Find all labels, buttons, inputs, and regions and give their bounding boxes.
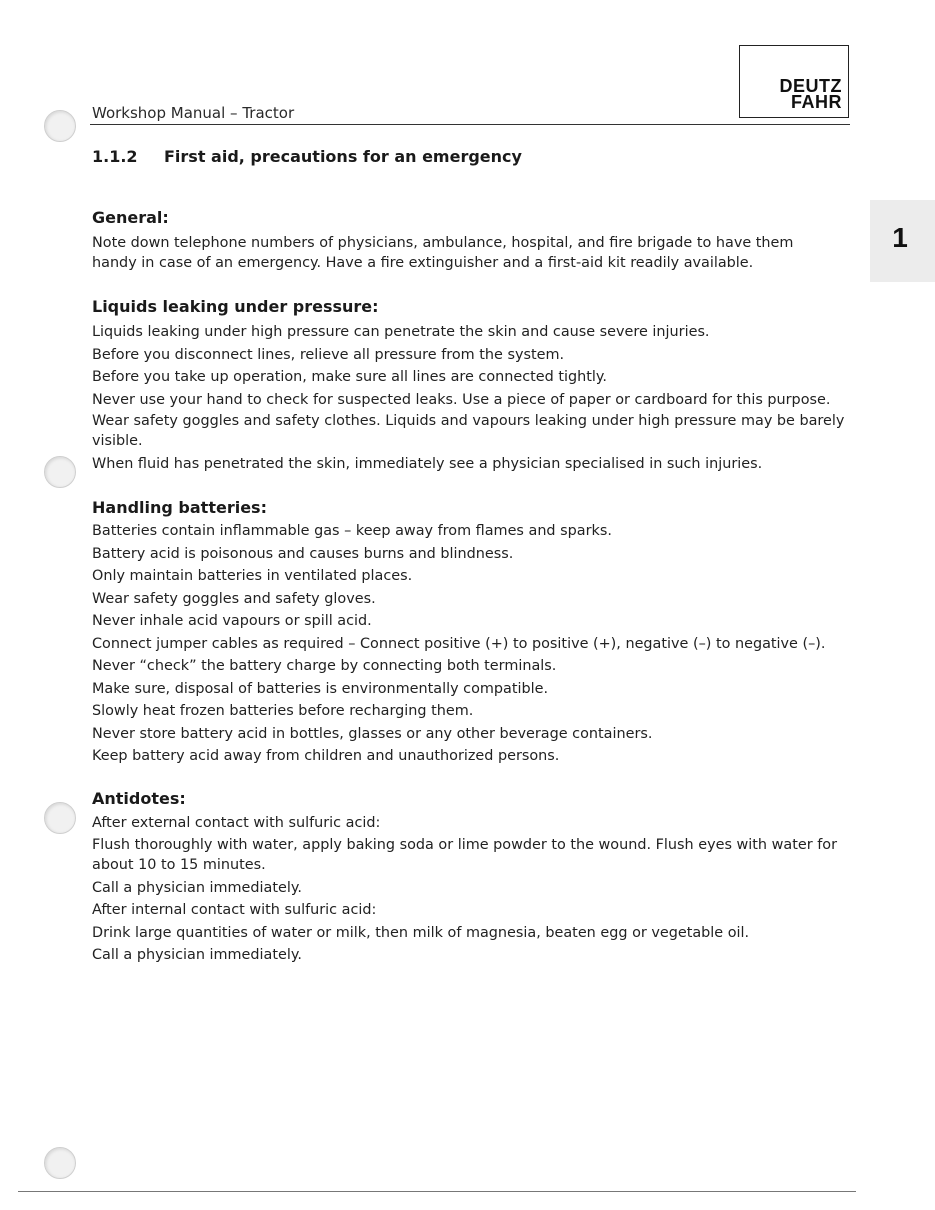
list-item: Flush thoroughly with water, apply baking soda or lime powder to the wound. Flush eyes with water for about 10 to 15 minutes. bbox=[92, 836, 837, 873]
general-text bbox=[92, 233, 817, 275]
list-item: Wear safety goggles and safety gloves. bbox=[92, 590, 376, 607]
binder-hole bbox=[44, 110, 76, 142]
section-number: 1.1.2 bbox=[92, 147, 138, 166]
list-item: Before you take up operation, make sure all lines are connected tightly. bbox=[92, 369, 607, 385]
list-item: After internal contact with sulfuric acid: bbox=[92, 902, 377, 918]
list-item: Call a physician immediately. bbox=[92, 947, 302, 963]
manual-title: Workshop Manual – Tractor bbox=[92, 104, 295, 122]
list-item: Never store battery acid in bottles, glasses or any other beverage containers. bbox=[92, 725, 653, 742]
antidotes-heading: Antidotes: bbox=[92, 789, 186, 808]
list-item: Keep battery acid away from children and unauthorized persons. bbox=[92, 748, 560, 764]
list-item: Battery acid is poisonous and causes burns and blindness. bbox=[92, 545, 514, 562]
logo-line-1: DEUTZ bbox=[779, 76, 842, 96]
list-item: When fluid has penetrated the skin, immediately see a physician specialised in such injuries. bbox=[92, 456, 763, 472]
list-item: Drink large quantities of water or milk, then milk of magnesia, beaten egg or vegetable oil. bbox=[92, 924, 750, 941]
binder-hole bbox=[44, 1147, 76, 1179]
binder-hole bbox=[44, 456, 76, 488]
batteries-heading: Handling batteries: bbox=[92, 498, 267, 517]
deutz-fahr-logo bbox=[739, 45, 849, 118]
logo-text bbox=[780, 78, 843, 110]
list-item: Call a physician immediately. bbox=[92, 879, 302, 896]
paragraph-line: Note down telephone numbers of physicians, ambulance, hospital, and fire brigade to have them handy in case of an emergency. Have a fire extinguisher and a first-aid kit readily available. bbox=[92, 235, 794, 271]
binder-hole bbox=[44, 802, 76, 834]
chapter-number: 1 bbox=[892, 222, 908, 253]
footer-rule bbox=[18, 1191, 856, 1192]
general-heading: General: bbox=[92, 208, 169, 227]
header-rule bbox=[90, 124, 850, 125]
list-item: Connect jumper cables as required – Connect positive (+) to positive (+), negative (–) to negative (–). bbox=[92, 635, 826, 652]
list-item: Never “check” the battery charge by connecting both terminals. bbox=[92, 658, 557, 674]
list-item: Make sure, disposal of batteries is environmentally compatible. bbox=[92, 680, 549, 697]
chapter-tab bbox=[870, 200, 935, 282]
list-item: Never use your hand to check for suspected leaks. Use a piece of paper or cardboard for this purpose. bbox=[92, 391, 831, 408]
logo-line-2: FAHR bbox=[791, 92, 842, 112]
antidotes-list bbox=[92, 812, 862, 967]
section-title-text: First aid, precautions for an emergency bbox=[164, 147, 522, 166]
list-item: Before you disconnect lines, relieve all pressure from the system. bbox=[92, 346, 565, 363]
batteries-list bbox=[92, 520, 862, 768]
list-item: After external contact with sulfuric acid: bbox=[92, 815, 381, 831]
list-item: Slowly heat frozen batteries before recharging them. bbox=[92, 703, 474, 719]
list-item: Never inhale acid vapours or spill acid. bbox=[92, 613, 372, 629]
liquids-list bbox=[92, 321, 862, 476]
section-title bbox=[92, 147, 522, 166]
list-item: Wear safety goggles and safety clothes. Liquids and vapours leaking under high pressure may be barely visible. bbox=[92, 413, 845, 449]
list-item: Only maintain batteries in ventilated places. bbox=[92, 568, 413, 584]
list-item: Liquids leaking under high pressure can penetrate the skin and cause severe injuries. bbox=[92, 324, 710, 340]
liquids-heading: Liquids leaking under pressure: bbox=[92, 297, 379, 316]
list-item: Batteries contain inflammable gas – keep away from flames and sparks. bbox=[92, 523, 612, 539]
